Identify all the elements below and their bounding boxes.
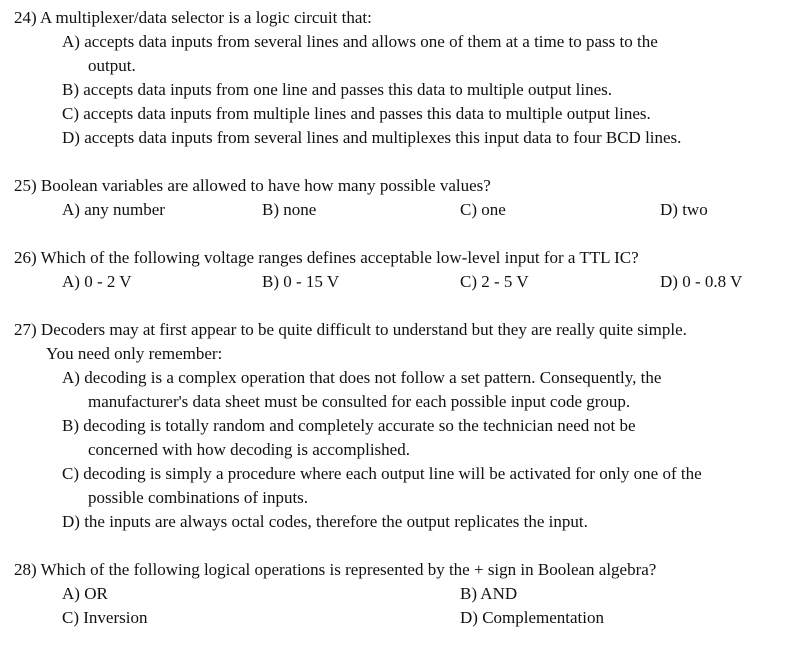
question-stem: 26) Which of the following voltage ranges defines acceptable low-level input for a TTL IC? [14,248,639,267]
option-a: A) accepts data inputs from several lines and allows one of them at a time to pass to the [62,32,658,51]
question-stem: 25) Boolean variables are allowed to have how many possible values? [14,176,491,195]
option-a-continuation: manufacturer's data sheet must be consulted for each possible input code group. [88,392,631,411]
option-c: C) 2 - 5 V [460,272,529,291]
option-b: B) 0 - 15 V [262,272,340,291]
option-b: B) decoding is totally random and completely accurate so the technician need not be [62,416,636,435]
option-c: C) one [460,200,506,219]
option-b: B) AND [460,584,518,603]
option-b-continuation: concerned with how decoding is accomplished. [88,440,410,459]
option-d: D) 0 - 0.8 V [660,272,743,291]
option-b: B) none [262,200,317,219]
option-d: D) the inputs are always octal codes, therefore the output replicates the input. [62,512,588,531]
option-d: D) Complementation [460,608,605,627]
question-stem-continuation: You need only remember: [46,344,223,363]
option-a: A) decoding is a complex operation that does not follow a set pattern. Consequently, the [62,368,662,387]
option-c: C) decoding is simply a procedure where each output line will be activated for only one of the [62,464,702,483]
question-stem: 27) Decoders may at first appear to be quite difficult to understand but they are really quite simple. [14,320,687,339]
option-d: D) two [660,200,708,219]
option-d: D) accepts data inputs from several lines and multiplexes this input data to four BCD lines. [62,128,682,147]
option-c: C) Inversion [62,608,148,627]
option-c: C) accepts data inputs from multiple lines and passes this data to multiple output lines. [62,104,651,123]
option-b: B) accepts data inputs from one line and passes this data to multiple output lines. [62,80,613,99]
option-c-continuation: possible combinations of inputs. [88,488,309,507]
option-a: A) any number [62,200,165,219]
option-a: A) OR [62,584,108,603]
option-a: A) 0 - 2 V [62,272,132,291]
question-stem: 24) A multiplexer/data selector is a logic circuit that: [14,8,372,27]
option-a-continuation: output. [88,56,136,75]
question-stem: 28) Which of the following logical operations is represented by the + sign in Boolean algebra? [14,560,657,579]
